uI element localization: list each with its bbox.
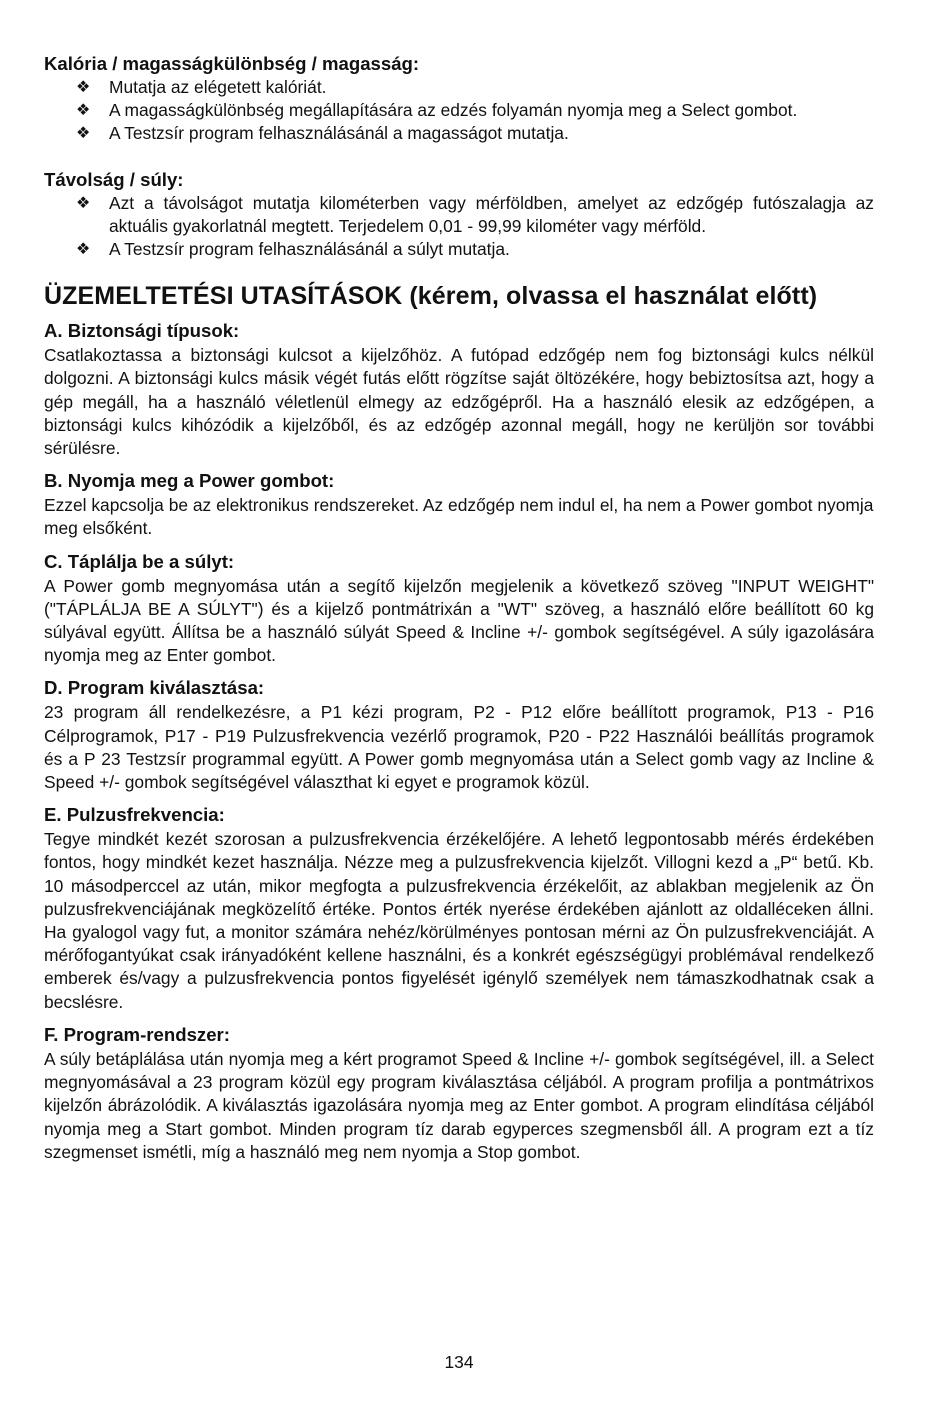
four-diamond-bullet-icon: ❖ <box>76 125 91 143</box>
operating-instructions-heading: ÜZEMELTETÉSI UTASÍTÁSOK (kérem, olvassa el használat előtt) <box>44 282 818 311</box>
four-diamond-bullet-icon: ❖ <box>76 194 91 212</box>
distance-heading: Távolság / súly: <box>44 168 184 190</box>
section-text: A súly betáplálása után nyomja meg a kért programot Speed & Incline +/- gombok segítségével, ill. a Select megnyomásával a 23 program közül egy program kiválasztása céljából. A program profilja a pontmátrixos kijelzőn ábrázolódik. A kiválasztás igazolására nyomja meg az Enter gombot. A program elindítása céljából nyomja meg a Start gombot. Minden program tíz darab egyperces szegmensből áll. A program ezt a tíz szegmenset ismétli, míg a használó meg nem nyomja a Stop gombot. <box>44 1048 874 1162</box>
page-number: 134 <box>444 1352 474 1372</box>
section-heading: F. Program-rendszer: <box>44 1023 230 1045</box>
section-heading: B. Nyomja meg a Power gombot: <box>44 470 335 492</box>
list-item-text: A magasságkülönbség megállapítására az edzés folyamán nyomja meg a Select gombot. <box>109 100 798 121</box>
section-text: Tegye mindkét kezét szorosan a pulzusfrekvencia érzékelőjére. A lehető legpontosabb mérés érdekében fontos, hogy mindkét kezet használja. Nézze meg a pulzusfrekvencia kijelzőt. Villogni kezd a „P“ betű. Kb. 10 másodperccel az után, mikor megfogta a pulzusfrekvencia érzékelőit, az ablakban megjelenik az Ön pulzusfrekvenciájának megközelítő értéke. Pontos érték nyerése érdekében ajánlott az oldalléceken állni. Ha gyalogol vagy fut, a monitor számára nehéz/körülményes pontosan mérni az Ön pulzusfrekvenciáját. A mérőfogantyúkat csak irányadóként kellene használni, és a konkrét egészségügyi problémával rendelkező emberek és/vagy a pulzusfrekvencia pontos figyelését igénylő személyek nem támaszkodhatnak csak a becslésre. <box>44 829 874 1012</box>
distance-bullet-list <box>44 192 874 262</box>
four-diamond-bullet-icon: ❖ <box>76 241 91 259</box>
section-heart-rate <box>44 803 874 1014</box>
calorie-bullet-list <box>44 76 874 146</box>
section-heading: D. Program kiválasztása: <box>44 677 265 699</box>
calorie-heading: Kalória / magasságkülönbség / magasság: <box>44 53 420 74</box>
list-item-text: Azt a távolságot mutatja kilométerben vagy mérföldben, amelyet az edzőgép futószalagja az aktuális gyakorlatnál megtett. Terjedelem 0,01 - 99,99 kilométer vagy mérföld. <box>109 192 874 236</box>
four-diamond-bullet-icon: ❖ <box>76 79 91 96</box>
section-text: Ezzel kapcsolja be az elektronikus rendszereket. Az edzőgép nem indul el, ha nem a Power gombot nyomja meg elsőként. <box>44 495 874 539</box>
section-safety-key <box>44 319 874 460</box>
section-heading: E. Pulzusfrekvencia: <box>44 804 225 826</box>
list-item <box>44 99 874 122</box>
list-item <box>44 76 874 99</box>
section-heading: A. Biztonsági típusok: <box>44 320 240 342</box>
section-program-system <box>44 1023 874 1164</box>
section-heading: C. Táplálja be a súlyt: <box>44 550 235 572</box>
list-item <box>44 122 874 145</box>
section-text: A Power gomb megnyomása után a segítő kijelzőn megjelenik a következő szöveg "INPUT WEIGHT" ("TÁPLÁLJA BE A SÚLYT") és a kijelző pontmátrixán a "WT" szöveg, a használó előre beállított 60 kg súlyával együtt. Állítsa be a használó súlyát Speed & Incline +/- gombok segítségével. A súly igazolására nyomja meg az Enter gombot. <box>44 575 874 666</box>
list-item-text: Mutatja az elégetett kalóriát. <box>109 77 327 97</box>
list-item <box>44 192 874 238</box>
section-text: 23 program áll rendelkezésre, a P1 kézi program, P2 - P12 előre beállított programok, P13 - P16 Célprogramok, P17 - P19 Pulzusfrekvencia vezérlő programok, P20 - P22 Használói beállítás programok és a P 23 Testzsír programmal együtt. A Power gomb megnyomása után a Select gomb vagy az Incline & Speed +/- gombok segítségével választhat ki egyet e programok közül. <box>44 702 874 793</box>
list-item-text: A Testzsír program felhasználásánál a súlyt mutatja. <box>109 239 510 260</box>
list-item-text: A Testzsír program felhasználásánál a magasságot mutatja. <box>109 123 569 144</box>
four-diamond-bullet-icon: ❖ <box>76 102 91 120</box>
section-input-weight <box>44 550 874 668</box>
list-item <box>44 238 874 261</box>
document-page <box>44 52 874 1173</box>
section-program-selection <box>44 676 874 794</box>
section-power-button <box>44 469 874 540</box>
section-text: Csatlakoztassa a biztonsági kulcsot a kijelzőhöz. A futópad edzőgép nem fog biztonsági kulcs nélkül dolgozni. A biztonsági kulcs másik végét futás előtt rögzítse saját öltözékére, hogy bebiztosítsa azt, hogy a gép megáll, ha a használó véletlenül elmegy az edzőgépről. Ha a használó elesik az edzőgépen, a biztonsági kulcs kihózódik a kijelzőből, és az edzőgép azonnal megáll, hogy ne kerüljön sor további sérülésre. <box>44 345 874 459</box>
